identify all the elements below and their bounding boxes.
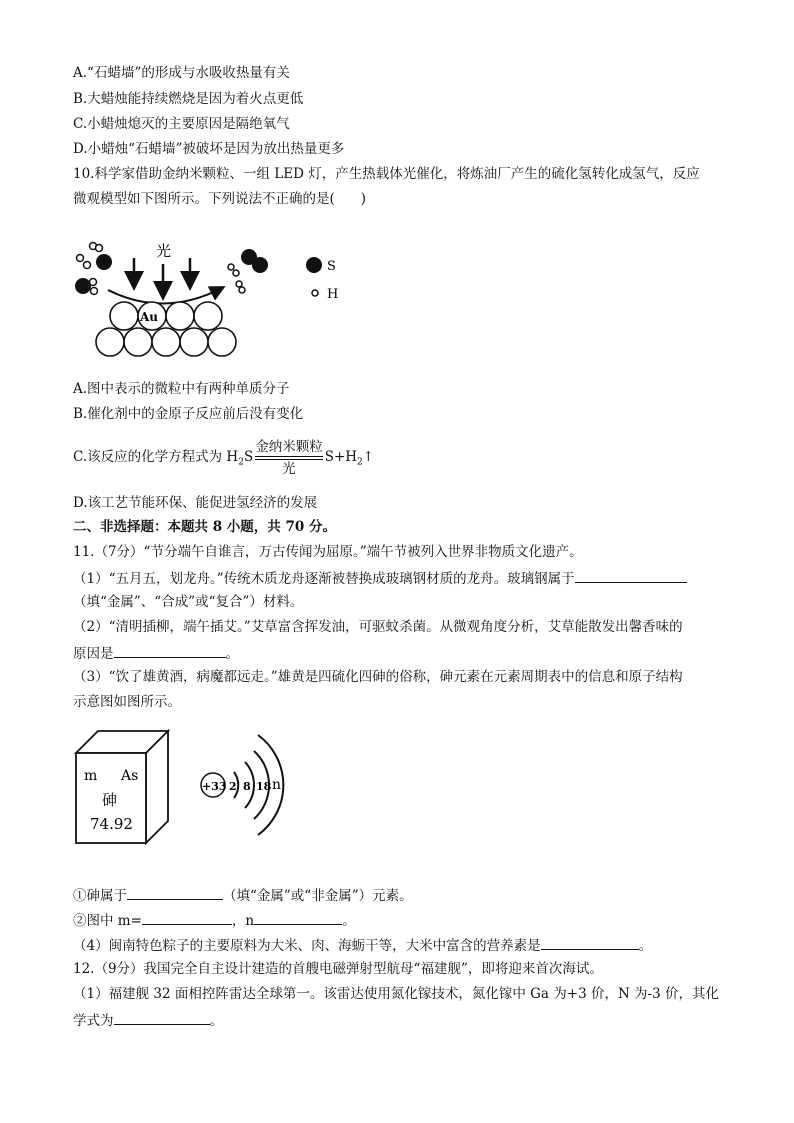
q11-stem: 11.（7分）“节分端午自谁言，万古传闻为屈原。”端午节被列入世界非物质文化遗产。 xyxy=(73,544,583,560)
q10-stem-line2: 微观模型如下图所示。下列说法不正确的是( ) xyxy=(73,191,367,207)
nucleus-charge: +33 xyxy=(202,780,227,793)
q11-part1-line1: （1）“五月五，划龙舟。”传统木质龙舟逐渐被替换成玻璃钢材质的龙舟。玻璃钢属于 xyxy=(73,567,687,589)
element-symbol: As xyxy=(121,768,139,784)
shell-2-electrons: 8 xyxy=(243,780,251,793)
section-2-title: 二、非选择题：本题共 8 小题，共 70 分。 xyxy=(73,519,336,535)
answer-blank-5[interactable] xyxy=(254,909,342,925)
q10-option-c: C.该反应的化学方程式为 $H_2S$ 金纳米颗粒 光 $S+H_2↑$ xyxy=(73,438,375,477)
shell-4-electrons: n xyxy=(272,777,282,793)
q10-option-b: B.催化剂中的金原子反应前后没有变化 xyxy=(73,406,304,422)
q12-stem: 12.（9分）我国完全自主设计建造的首艘电磁弹射型航母“福建舰”，即将迎来首次海试。 xyxy=(73,961,603,977)
legend xyxy=(306,257,338,302)
element-mass: 74.92 xyxy=(90,815,133,833)
s-atoms-right xyxy=(241,249,268,273)
element-cell-figure xyxy=(72,725,172,847)
element-m-label: m xyxy=(84,768,98,784)
au-label: Au xyxy=(140,310,159,324)
q11-part3-line1: （3）“饮了雄黄酒，病魔都远走。”雄黄是四硫化四砷的俗称，砷元素在元素周期表中的信息和原子结构 xyxy=(73,669,683,685)
legend-h-label: H xyxy=(327,287,339,302)
q11-part4: （4）闽南特色粽子的主要原料为大米、肉、海蛎干等，大米中富含的营养素是 。 xyxy=(73,934,652,956)
h2s-molecule-left-bottom xyxy=(75,278,98,295)
q11-part2-line2: 原因是 。 xyxy=(73,642,239,664)
h2-molecules-right xyxy=(228,264,245,293)
answer-blank-2[interactable] xyxy=(114,642,226,658)
q11-part1-line2: （填“金属”、“合成”或“复合”）材料。 xyxy=(73,594,304,610)
light-label: 光 xyxy=(156,242,172,260)
h2s-molecule-left-top xyxy=(77,243,113,271)
answer-blank-6[interactable] xyxy=(541,934,639,950)
q9-option-c: C.小蜡烛熄灭的主要原因是隔绝氧气 xyxy=(73,116,290,132)
gold-catalyst xyxy=(96,302,236,356)
q10-stem-line1: 10.科学家借助金纳米颗粒、一组 LED 灯，产生热载体光催化，将炼油厂产生的硫化氢转化成氢气，反应 xyxy=(73,166,700,182)
q9-option-b: B.大蜡烛能持续燃烧是因为着火点更低 xyxy=(73,91,304,107)
q10-option-d: D.该工艺节能环保、能促进氢经济的发展 xyxy=(73,495,318,511)
q11-part2-line1: （2）“清明插柳，端午插艾。”艾草富含挥发油，可驱蚊杀菌。从微观角度分析，艾草能散发出馨香味的 xyxy=(73,619,683,635)
element-name: 砷 xyxy=(102,791,118,809)
atomic-structure-figure xyxy=(196,727,306,842)
legend-s-label: S xyxy=(327,259,336,274)
q10-option-a: A.图中表示的微粒中有两种单质分子 xyxy=(73,381,290,397)
shell-3-electrons: 18 xyxy=(256,780,272,793)
shell-1-electrons: 2 xyxy=(229,780,237,793)
reaction-condition: 金纳米颗粒 光 xyxy=(255,438,323,477)
answer-blank-1[interactable] xyxy=(575,567,687,583)
answer-blank-7[interactable] xyxy=(114,1009,210,1025)
light-arrows xyxy=(134,258,190,296)
answer-blank-3[interactable] xyxy=(127,884,223,900)
reaction-curve-arrow xyxy=(108,288,222,304)
answer-blank-4[interactable] xyxy=(142,909,232,925)
q11-sub2: ②图中 m= ，n 。 xyxy=(73,909,356,931)
reaction-model-figure xyxy=(66,220,366,370)
q12-part1-line2: 学式为 。 xyxy=(73,1009,223,1031)
q9-option-d: D.小蜡烛“石蜡墙”被破坏是因为放出热量更多 xyxy=(73,141,345,157)
q9-option-a: A.“石蜡墙”的形成与水吸收热量有关 xyxy=(73,65,290,81)
q12-part1-line1: （1）福建舰 32 面相控阵雷达全球第一。该雷达使用氮化镓技术，氮化镓中 Ga 为+3 价，N 为-3 价，其化 xyxy=(73,986,720,1002)
q11-sub1: ①砷属于 （填“金属”或“非金属”）元素。 xyxy=(73,884,413,906)
q11-part3-line2: 示意图如图所示。 xyxy=(73,694,181,710)
